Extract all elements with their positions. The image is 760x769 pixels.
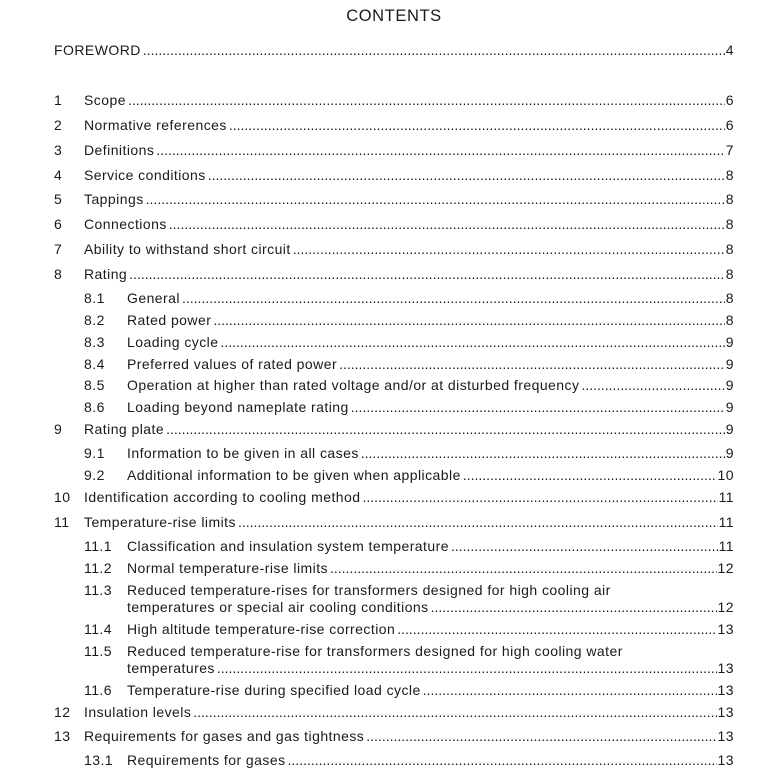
toc-entry[interactable]	[54, 117, 734, 134]
toc-number: 11.4	[84, 621, 113, 637]
toc-number: 9	[54, 421, 63, 437]
toc-number: 9.2	[84, 467, 105, 483]
toc-page: 9	[725, 421, 734, 437]
toc-entry-foreword[interactable]	[54, 42, 734, 59]
toc-entry[interactable]	[84, 682, 734, 699]
toc-page: 9	[725, 445, 734, 461]
toc-number: 1	[54, 92, 63, 108]
toc-number: 8.3	[84, 334, 105, 350]
toc-label: temperatures or special air cooling conditions	[127, 599, 429, 615]
toc-entry[interactable]	[84, 377, 734, 394]
toc-label: High altitude temperature-rise correction	[127, 621, 396, 637]
dot-leader	[431, 599, 717, 616]
dot-leader	[182, 290, 725, 307]
dot-leader	[156, 142, 724, 159]
toc-number: 8.6	[84, 399, 105, 415]
toc-page: 8	[725, 241, 734, 257]
toc-label: Insulation levels	[84, 704, 192, 720]
toc-label: Requirements for gases and gas tightness	[84, 728, 365, 744]
toc-page: 8	[725, 266, 734, 282]
toc-page: 9	[725, 334, 734, 350]
toc-entry[interactable]	[54, 514, 734, 531]
toc-page: 11	[718, 538, 734, 554]
toc-label: Definitions	[84, 142, 155, 158]
toc-label: Temperature-rise limits	[84, 514, 236, 530]
toc-label: General	[127, 290, 180, 306]
toc-number: 11.1	[84, 538, 113, 554]
toc-page: 13	[717, 682, 734, 698]
dot-leader	[220, 334, 724, 351]
toc-entry[interactable]	[54, 489, 734, 506]
toc-page: 13	[717, 704, 734, 720]
toc-page: 11	[718, 489, 734, 505]
dot-leader	[339, 356, 725, 373]
dot-leader	[366, 728, 716, 745]
toc-page: 13	[717, 752, 734, 768]
toc-page: 8	[725, 191, 734, 207]
toc-number: 11.3	[84, 582, 113, 598]
toc-entry[interactable]	[54, 92, 734, 109]
toc-page: 12	[717, 560, 734, 576]
toc-page: 13	[717, 660, 734, 676]
dot-leader	[146, 191, 725, 208]
toc-entry[interactable]	[84, 538, 734, 555]
toc-entry[interactable]	[54, 167, 734, 184]
toc-page: 6	[725, 117, 734, 133]
toc-label: Identification according to cooling method	[84, 489, 361, 505]
toc-number: 11	[54, 514, 70, 530]
toc-label: Loading beyond nameplate rating	[127, 399, 349, 415]
toc-entry[interactable]	[54, 728, 734, 745]
toc-entry[interactable]	[84, 621, 734, 638]
toc-label-line1: Reduced temperature-rise for transformers designed for high cooling water	[127, 643, 623, 659]
toc-entry[interactable]	[84, 356, 734, 373]
dot-leader	[351, 399, 725, 416]
toc-number: 13	[54, 728, 71, 744]
toc-label: Preferred values of rated power	[127, 356, 338, 372]
toc-number: 2	[54, 117, 63, 133]
toc-entry[interactable]	[84, 467, 734, 484]
toc-entry[interactable]	[54, 704, 734, 721]
toc-entry[interactable]	[84, 445, 734, 462]
dot-leader	[229, 117, 725, 134]
toc-label-line1: Reduced temperature-rises for transformers designed for high cooling air	[127, 582, 611, 598]
toc-entry[interactable]	[84, 560, 734, 577]
dot-leader	[208, 167, 725, 184]
toc-label: Service conditions	[84, 167, 206, 183]
toc-entry[interactable]	[84, 290, 734, 307]
toc-label: Additional information to be given when applicable	[127, 467, 461, 483]
toc-number: 4	[54, 167, 63, 183]
toc-entry[interactable]	[54, 216, 734, 233]
toc-number: 6	[54, 216, 63, 232]
toc-label: Requirements for gases	[127, 752, 286, 768]
toc-page: 6	[725, 92, 734, 108]
toc-number: 8.4	[84, 356, 105, 372]
dot-leader	[397, 621, 716, 638]
toc-entry[interactable]	[84, 399, 734, 416]
toc-number: 12	[54, 704, 71, 720]
toc-entry[interactable]	[54, 266, 734, 283]
dot-leader	[330, 560, 717, 577]
toc-number: 8.1	[84, 290, 105, 306]
toc-page: 10	[717, 467, 734, 483]
dot-leader	[463, 467, 717, 484]
dot-leader	[293, 241, 725, 258]
toc-page: 8	[725, 312, 734, 328]
toc-page: 9	[725, 399, 734, 415]
toc-entry[interactable]	[127, 599, 734, 616]
toc-label: Rated power	[127, 312, 212, 328]
toc-label: Information to be given in all cases	[127, 445, 359, 461]
toc-page: 13	[717, 728, 734, 744]
dot-leader	[129, 266, 725, 283]
toc-label: Normal temperature-rise limits	[127, 560, 328, 576]
toc-page: 4	[725, 42, 734, 58]
toc-label: FOREWORD	[54, 42, 141, 58]
toc-label: Ability to withstand short circuit	[84, 241, 291, 257]
toc-entry[interactable]	[127, 660, 734, 677]
toc-entry[interactable]	[54, 421, 734, 438]
dot-leader	[451, 538, 718, 555]
toc-page: 11	[718, 514, 734, 530]
toc-number: 10	[54, 489, 71, 505]
toc-label: Connections	[84, 216, 167, 232]
toc-number: 8.5	[84, 377, 105, 393]
toc-entry[interactable]	[54, 191, 734, 208]
toc-label: temperatures	[127, 660, 215, 676]
toc-page: 13	[717, 621, 734, 637]
toc-label: Temperature-rise during specified load cycle	[127, 682, 421, 698]
toc-page: 9	[725, 356, 734, 372]
toc-label: Operation at higher than rated voltage and/or at disturbed frequency	[127, 377, 580, 393]
dot-leader	[128, 92, 725, 109]
dot-leader	[166, 421, 725, 438]
toc-page: 9	[725, 377, 734, 393]
toc-number: 8.2	[84, 312, 105, 328]
toc-number: 13.1	[84, 752, 114, 768]
toc-label: Rating	[84, 266, 128, 282]
page-title: CONTENTS	[346, 7, 442, 25]
dot-leader	[169, 216, 725, 233]
toc-entry[interactable]	[84, 752, 734, 769]
toc-number: 11.6	[84, 682, 113, 698]
toc-entry[interactable]	[54, 142, 734, 159]
toc-number: 8	[54, 266, 63, 282]
toc-entry-first-line[interactable]	[84, 643, 623, 660]
toc-number: 9.1	[84, 445, 105, 461]
toc-label: Classification and insulation system temperature	[127, 538, 449, 554]
toc-entry[interactable]	[54, 241, 734, 258]
toc-page: 8	[725, 167, 734, 183]
toc-number: 11.5	[84, 643, 113, 659]
toc-label: Scope	[84, 92, 126, 108]
toc-page: 12	[717, 599, 734, 615]
toc-number: 7	[54, 241, 63, 257]
dot-leader	[193, 704, 716, 721]
dot-leader	[217, 660, 717, 677]
dot-leader	[213, 312, 724, 329]
toc-number: 11.2	[84, 560, 113, 576]
toc-label: Tappings	[84, 191, 144, 207]
toc-page: 8	[725, 216, 734, 232]
dot-leader	[581, 377, 724, 394]
dot-leader	[143, 42, 725, 59]
toc-page: 7	[725, 142, 734, 158]
toc-number: 5	[54, 191, 63, 207]
toc-number: 3	[54, 142, 63, 158]
toc-page: 8	[725, 290, 734, 306]
toc-entry[interactable]	[84, 334, 734, 351]
toc-entry-first-line[interactable]	[84, 582, 611, 599]
dot-leader	[238, 514, 718, 531]
toc-label: Rating plate	[84, 421, 165, 437]
dot-leader	[361, 445, 725, 462]
dot-leader	[363, 489, 718, 506]
toc-entry[interactable]	[84, 312, 734, 329]
toc-label: Normative references	[84, 117, 227, 133]
dot-leader	[423, 682, 717, 699]
dot-leader	[288, 752, 717, 769]
toc-label: Loading cycle	[127, 334, 219, 350]
